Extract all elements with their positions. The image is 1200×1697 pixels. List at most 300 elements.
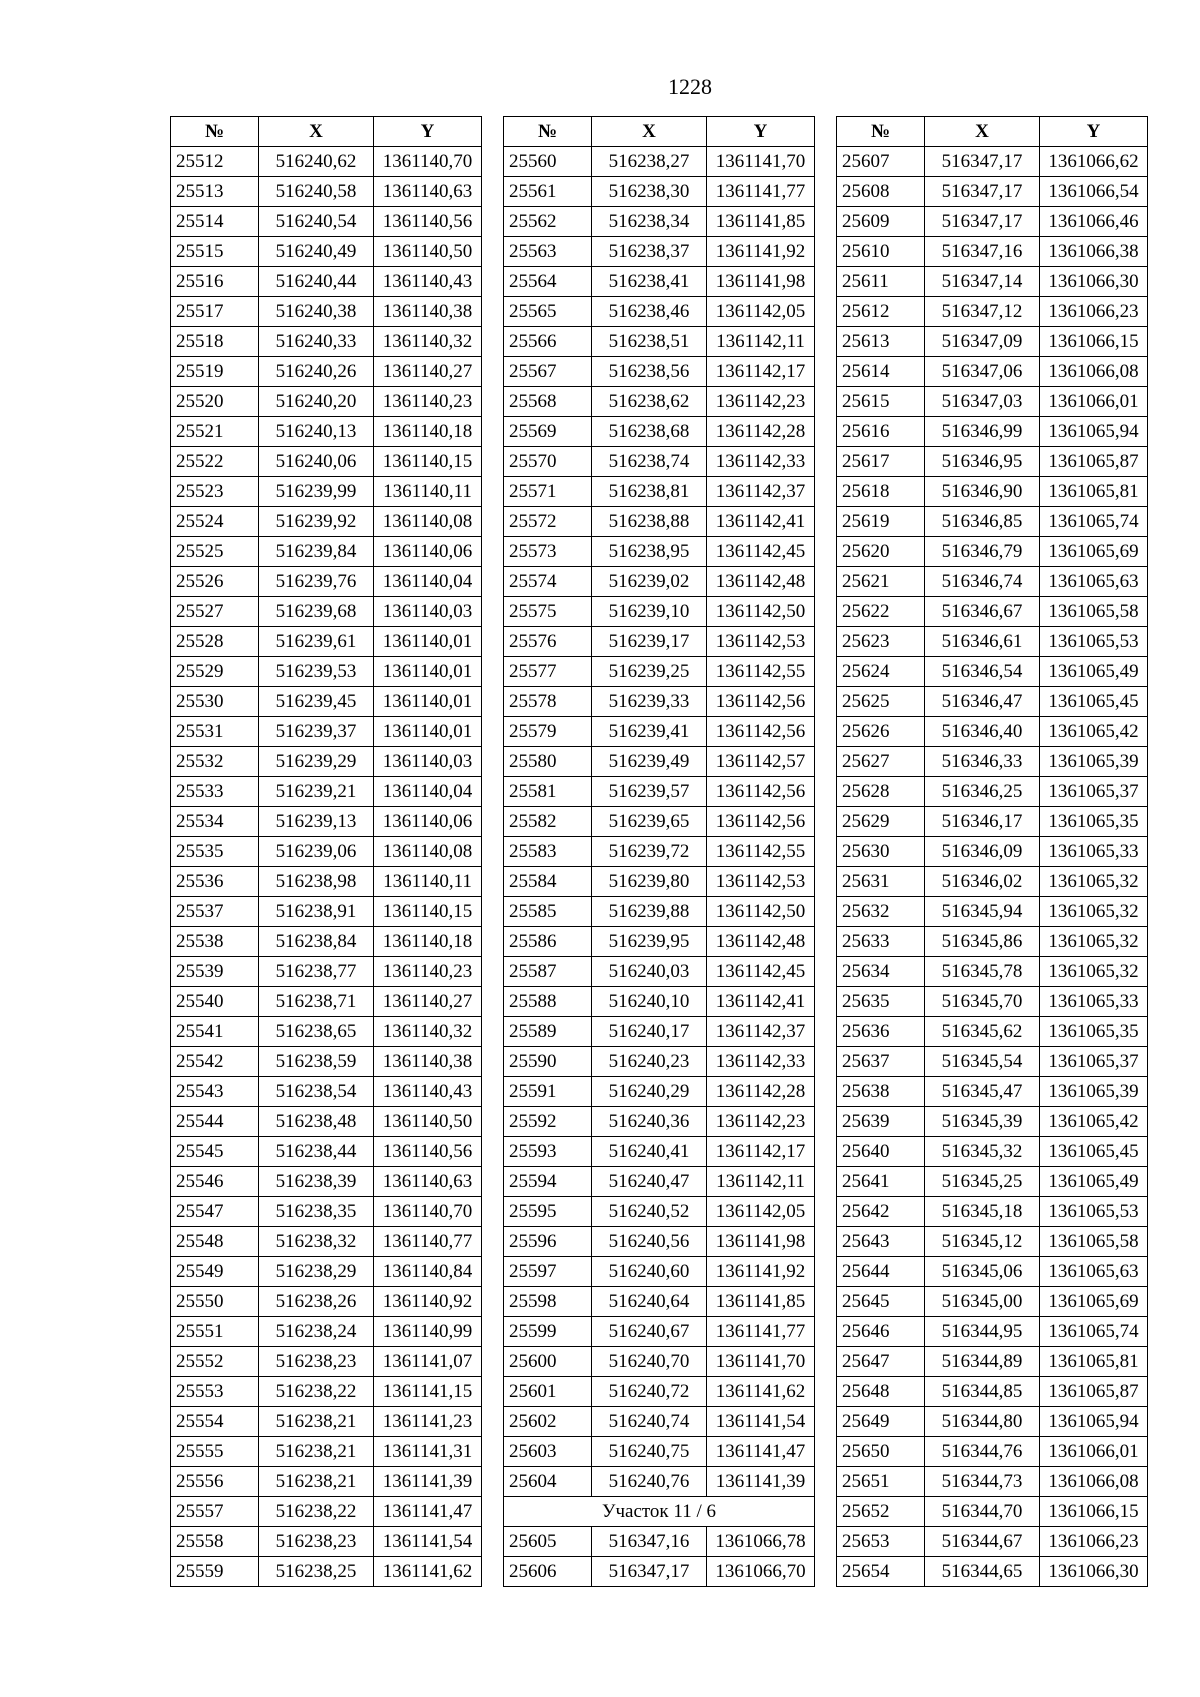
y-coordinate-cell: 1361066,70 <box>707 1557 815 1587</box>
point-number-cell: 25629 <box>837 807 925 837</box>
point-number-cell: 25600 <box>504 1347 592 1377</box>
table-row <box>504 327 815 357</box>
y-coordinate-cell: 1361142,50 <box>707 597 815 627</box>
table-row <box>504 477 815 507</box>
y-coordinate-cell: 1361140,04 <box>374 777 482 807</box>
x-coordinate-cell: 516345,06 <box>925 1257 1040 1287</box>
y-coordinate-cell: 1361141,39 <box>707 1467 815 1497</box>
y-coordinate-cell: 1361065,37 <box>1040 777 1148 807</box>
point-number-cell: 25605 <box>504 1527 592 1557</box>
y-coordinate-cell: 1361065,74 <box>1040 1317 1148 1347</box>
x-coordinate-cell: 516238,51 <box>592 327 707 357</box>
x-coordinate-cell: 516345,78 <box>925 957 1040 987</box>
point-number-cell: 25532 <box>171 747 259 777</box>
point-number-cell: 25526 <box>171 567 259 597</box>
point-number-cell: 25637 <box>837 1047 925 1077</box>
x-coordinate-cell: 516345,25 <box>925 1167 1040 1197</box>
y-coordinate-cell: 1361065,53 <box>1040 1197 1148 1227</box>
table-row <box>837 387 1148 417</box>
y-coordinate-cell: 1361066,01 <box>1040 1437 1148 1467</box>
table-row <box>171 327 482 357</box>
y-coordinate-cell: 1361066,30 <box>1040 1557 1148 1587</box>
y-coordinate-cell: 1361142,57 <box>707 747 815 777</box>
point-number-cell: 25562 <box>504 207 592 237</box>
point-number-cell: 25525 <box>171 537 259 567</box>
point-number-cell: 25589 <box>504 1017 592 1047</box>
x-coordinate-cell: 516344,65 <box>925 1557 1040 1587</box>
point-number-cell: 25544 <box>171 1107 259 1137</box>
table-row <box>837 597 1148 627</box>
section-row <box>504 1497 815 1527</box>
y-coordinate-cell: 1361142,17 <box>707 1137 815 1167</box>
table-row <box>171 267 482 297</box>
table-row <box>504 1557 815 1587</box>
point-number-cell: 25638 <box>837 1077 925 1107</box>
x-coordinate-cell: 516238,74 <box>592 447 707 477</box>
y-coordinate-cell: 1361141,70 <box>707 147 815 177</box>
y-coordinate-cell: 1361141,70 <box>707 1347 815 1377</box>
table-row <box>837 567 1148 597</box>
table-row <box>837 357 1148 387</box>
point-number-cell: 25613 <box>837 327 925 357</box>
table-row <box>837 267 1148 297</box>
table-row <box>504 807 815 837</box>
x-coordinate-cell: 516238,24 <box>259 1317 374 1347</box>
x-coordinate-cell: 516347,12 <box>925 297 1040 327</box>
x-coordinate-cell: 516239,33 <box>592 687 707 717</box>
x-coordinate-cell: 516238,30 <box>592 177 707 207</box>
point-number-cell: 25652 <box>837 1497 925 1527</box>
point-number-cell: 25578 <box>504 687 592 717</box>
table-row <box>171 447 482 477</box>
y-coordinate-cell: 1361142,17 <box>707 357 815 387</box>
x-coordinate-cell: 516347,03 <box>925 387 1040 417</box>
table-row <box>171 717 482 747</box>
y-coordinate-cell: 1361065,53 <box>1040 627 1148 657</box>
y-coordinate-cell: 1361140,11 <box>374 867 482 897</box>
table-row <box>171 867 482 897</box>
table-row <box>171 837 482 867</box>
x-coordinate-cell: 516238,35 <box>259 1197 374 1227</box>
point-number-cell: 25576 <box>504 627 592 657</box>
point-number-cell: 25606 <box>504 1557 592 1587</box>
table-row <box>504 747 815 777</box>
y-coordinate-cell: 1361140,63 <box>374 1167 482 1197</box>
x-coordinate-cell: 516344,73 <box>925 1467 1040 1497</box>
x-coordinate-cell: 516238,22 <box>259 1377 374 1407</box>
table-row <box>837 747 1148 777</box>
table-row <box>837 1317 1148 1347</box>
table-row <box>504 357 815 387</box>
table-row <box>504 267 815 297</box>
table-row <box>837 1197 1148 1227</box>
table-row <box>171 177 482 207</box>
point-number-cell: 25520 <box>171 387 259 417</box>
y-coordinate-cell: 1361142,33 <box>707 447 815 477</box>
y-coordinate-cell: 1361142,56 <box>707 687 815 717</box>
point-number-cell: 25619 <box>837 507 925 537</box>
point-number-cell: 25522 <box>171 447 259 477</box>
y-coordinate-cell: 1361140,43 <box>374 1077 482 1107</box>
x-coordinate-cell: 516344,80 <box>925 1407 1040 1437</box>
point-number-cell: 25607 <box>837 147 925 177</box>
y-coordinate-cell: 1361066,08 <box>1040 1467 1148 1497</box>
table-row <box>837 1017 1148 1047</box>
y-coordinate-cell: 1361141,39 <box>374 1467 482 1497</box>
table-row <box>504 1107 815 1137</box>
y-coordinate-cell: 1361140,01 <box>374 687 482 717</box>
table-row <box>171 387 482 417</box>
x-coordinate-cell: 516238,37 <box>592 237 707 267</box>
table-row <box>171 207 482 237</box>
y-coordinate-cell: 1361140,92 <box>374 1287 482 1317</box>
x-coordinate-cell: 516344,70 <box>925 1497 1040 1527</box>
point-number-cell: 25519 <box>171 357 259 387</box>
x-coordinate-cell: 516240,41 <box>592 1137 707 1167</box>
table-row <box>837 777 1148 807</box>
y-coordinate-cell: 1361142,37 <box>707 1017 815 1047</box>
y-coordinate-cell: 1361141,98 <box>707 267 815 297</box>
table-row <box>171 597 482 627</box>
y-coordinate-cell: 1361142,11 <box>707 327 815 357</box>
table-row <box>504 1017 815 1047</box>
point-number-cell: 25597 <box>504 1257 592 1287</box>
point-number-cell: 25644 <box>837 1257 925 1287</box>
x-coordinate-cell: 516346,61 <box>925 627 1040 657</box>
table-row <box>171 1047 482 1077</box>
table-row <box>837 987 1148 1017</box>
x-coordinate-cell: 516347,16 <box>592 1527 707 1557</box>
x-coordinate-cell: 516238,91 <box>259 897 374 927</box>
y-coordinate-cell: 1361140,63 <box>374 177 482 207</box>
y-coordinate-cell: 1361141,54 <box>707 1407 815 1437</box>
x-coordinate-cell: 516345,32 <box>925 1137 1040 1167</box>
x-coordinate-cell: 516238,32 <box>259 1227 374 1257</box>
table-row <box>837 1527 1148 1557</box>
point-number-cell: 25623 <box>837 627 925 657</box>
y-coordinate-cell: 1361066,15 <box>1040 327 1148 357</box>
point-number-cell: 25518 <box>171 327 259 357</box>
y-coordinate-cell: 1361141,62 <box>707 1377 815 1407</box>
y-coordinate-cell: 1361140,56 <box>374 1137 482 1167</box>
point-number-cell: 25558 <box>171 1527 259 1557</box>
table-row <box>504 1197 815 1227</box>
y-coordinate-cell: 1361142,56 <box>707 777 815 807</box>
point-number-cell: 25627 <box>837 747 925 777</box>
x-coordinate-cell: 516238,46 <box>592 297 707 327</box>
x-coordinate-cell: 516347,17 <box>925 177 1040 207</box>
y-coordinate-cell: 1361140,56 <box>374 207 482 237</box>
y-coordinate-cell: 1361140,18 <box>374 417 482 447</box>
point-number-cell: 25628 <box>837 777 925 807</box>
table-row <box>504 207 815 237</box>
x-coordinate-cell: 516346,85 <box>925 507 1040 537</box>
y-coordinate-cell: 1361142,23 <box>707 387 815 417</box>
y-coordinate-cell: 1361141,85 <box>707 207 815 237</box>
table-row <box>504 417 815 447</box>
table-row <box>171 657 482 687</box>
point-number-cell: 25551 <box>171 1317 259 1347</box>
y-coordinate-cell: 1361065,35 <box>1040 807 1148 837</box>
y-coordinate-cell: 1361142,56 <box>707 717 815 747</box>
table-row <box>504 867 815 897</box>
y-coordinate-cell: 1361140,11 <box>374 477 482 507</box>
x-coordinate-cell: 516238,44 <box>259 1137 374 1167</box>
y-coordinate-cell: 1361065,69 <box>1040 537 1148 567</box>
table-row <box>171 1197 482 1227</box>
table-row <box>171 897 482 927</box>
x-coordinate-cell: 516239,06 <box>259 837 374 867</box>
point-number-cell: 25541 <box>171 1017 259 1047</box>
table-row <box>171 957 482 987</box>
x-coordinate-cell: 516238,34 <box>592 207 707 237</box>
x-coordinate-cell: 516239,13 <box>259 807 374 837</box>
table-row <box>504 837 815 867</box>
y-coordinate-cell: 1361065,49 <box>1040 657 1148 687</box>
y-coordinate-cell: 1361066,54 <box>1040 177 1148 207</box>
x-coordinate-cell: 516238,21 <box>259 1467 374 1497</box>
x-coordinate-cell: 516240,62 <box>259 147 374 177</box>
x-coordinate-cell: 516347,17 <box>925 207 1040 237</box>
table-header-row <box>837 117 1148 147</box>
table-row <box>171 1497 482 1527</box>
x-coordinate-cell: 516240,64 <box>592 1287 707 1317</box>
point-number-cell: 25584 <box>504 867 592 897</box>
x-coordinate-cell: 516240,67 <box>592 1317 707 1347</box>
point-number-cell: 25590 <box>504 1047 592 1077</box>
x-coordinate-cell: 516238,23 <box>259 1347 374 1377</box>
y-coordinate-cell: 1361142,55 <box>707 837 815 867</box>
table-row <box>504 177 815 207</box>
y-coordinate-cell: 1361066,01 <box>1040 387 1148 417</box>
table-row <box>837 177 1148 207</box>
point-number-cell: 25565 <box>504 297 592 327</box>
point-number-cell: 25579 <box>504 717 592 747</box>
y-coordinate-cell: 1361065,42 <box>1040 1107 1148 1137</box>
point-number-cell: 25531 <box>171 717 259 747</box>
header-number: № <box>171 117 259 147</box>
y-coordinate-cell: 1361140,18 <box>374 927 482 957</box>
table-row <box>837 1287 1148 1317</box>
table-row <box>171 927 482 957</box>
x-coordinate-cell: 516240,26 <box>259 357 374 387</box>
table-row <box>504 1437 815 1467</box>
table-header-row <box>171 117 482 147</box>
x-coordinate-cell: 516346,09 <box>925 837 1040 867</box>
y-coordinate-cell: 1361142,53 <box>707 867 815 897</box>
y-coordinate-cell: 1361066,62 <box>1040 147 1148 177</box>
x-coordinate-cell: 516238,23 <box>259 1527 374 1557</box>
point-number-cell: 25555 <box>171 1437 259 1467</box>
point-number-cell: 25596 <box>504 1227 592 1257</box>
y-coordinate-cell: 1361140,70 <box>374 147 482 177</box>
table-row <box>504 597 815 627</box>
point-number-cell: 25641 <box>837 1167 925 1197</box>
x-coordinate-cell: 516344,76 <box>925 1437 1040 1467</box>
y-coordinate-cell: 1361140,32 <box>374 327 482 357</box>
x-coordinate-cell: 516346,47 <box>925 687 1040 717</box>
y-coordinate-cell: 1361141,92 <box>707 1257 815 1287</box>
y-coordinate-cell: 1361065,58 <box>1040 1227 1148 1257</box>
x-coordinate-cell: 516346,67 <box>925 597 1040 627</box>
table-row <box>171 807 482 837</box>
table-row <box>504 1047 815 1077</box>
table-row <box>837 717 1148 747</box>
point-number-cell: 25611 <box>837 267 925 297</box>
point-number-cell: 25636 <box>837 1017 925 1047</box>
x-coordinate-cell: 516239,68 <box>259 597 374 627</box>
y-coordinate-cell: 1361065,87 <box>1040 1377 1148 1407</box>
point-number-cell: 25577 <box>504 657 592 687</box>
table-row <box>837 1137 1148 1167</box>
y-coordinate-cell: 1361142,05 <box>707 297 815 327</box>
x-coordinate-cell: 516345,54 <box>925 1047 1040 1077</box>
y-coordinate-cell: 1361140,38 <box>374 1047 482 1077</box>
x-coordinate-cell: 516239,95 <box>592 927 707 957</box>
x-coordinate-cell: 516240,70 <box>592 1347 707 1377</box>
table-row <box>171 417 482 447</box>
table-row <box>504 1257 815 1287</box>
y-coordinate-cell: 1361140,01 <box>374 627 482 657</box>
point-number-cell: 25601 <box>504 1377 592 1407</box>
y-coordinate-cell: 1361065,32 <box>1040 957 1148 987</box>
point-number-cell: 25608 <box>837 177 925 207</box>
y-coordinate-cell: 1361065,63 <box>1040 1257 1148 1287</box>
y-coordinate-cell: 1361141,85 <box>707 1287 815 1317</box>
y-coordinate-cell: 1361140,27 <box>374 987 482 1017</box>
y-coordinate-cell: 1361065,94 <box>1040 417 1148 447</box>
table-row <box>171 147 482 177</box>
point-number-cell: 25533 <box>171 777 259 807</box>
coordinate-table-1 <box>170 116 482 1587</box>
point-number-cell: 25516 <box>171 267 259 297</box>
point-number-cell: 25552 <box>171 1347 259 1377</box>
header-x: X <box>925 117 1040 147</box>
y-coordinate-cell: 1361065,81 <box>1040 477 1148 507</box>
point-number-cell: 25610 <box>837 237 925 267</box>
y-coordinate-cell: 1361142,45 <box>707 957 815 987</box>
y-coordinate-cell: 1361065,94 <box>1040 1407 1148 1437</box>
table-row <box>837 1107 1148 1137</box>
table-row <box>171 1077 482 1107</box>
x-coordinate-cell: 516239,76 <box>259 567 374 597</box>
point-number-cell: 25599 <box>504 1317 592 1347</box>
y-coordinate-cell: 1361141,77 <box>707 177 815 207</box>
x-coordinate-cell: 516344,89 <box>925 1347 1040 1377</box>
table-row <box>504 387 815 417</box>
x-coordinate-cell: 516240,49 <box>259 237 374 267</box>
table-row <box>504 1407 815 1437</box>
table-row <box>837 1047 1148 1077</box>
table-row <box>171 1407 482 1437</box>
point-number-cell: 25581 <box>504 777 592 807</box>
y-coordinate-cell: 1361142,56 <box>707 807 815 837</box>
coordinate-table-2 <box>503 116 815 1587</box>
table-row <box>837 1467 1148 1497</box>
y-coordinate-cell: 1361142,28 <box>707 1077 815 1107</box>
table-row <box>504 297 815 327</box>
y-coordinate-cell: 1361065,39 <box>1040 1077 1148 1107</box>
y-coordinate-cell: 1361065,63 <box>1040 567 1148 597</box>
y-coordinate-cell: 1361142,50 <box>707 897 815 927</box>
x-coordinate-cell: 516345,39 <box>925 1107 1040 1137</box>
table-row <box>171 1167 482 1197</box>
x-coordinate-cell: 516347,14 <box>925 267 1040 297</box>
point-number-cell: 25515 <box>171 237 259 267</box>
x-coordinate-cell: 516239,21 <box>259 777 374 807</box>
point-number-cell: 25650 <box>837 1437 925 1467</box>
point-number-cell: 25554 <box>171 1407 259 1437</box>
table-row <box>837 1257 1148 1287</box>
table-row <box>837 1497 1148 1527</box>
x-coordinate-cell: 516346,02 <box>925 867 1040 897</box>
table-row <box>504 657 815 687</box>
point-number-cell: 25571 <box>504 477 592 507</box>
table-row <box>837 957 1148 987</box>
point-number-cell: 25547 <box>171 1197 259 1227</box>
y-coordinate-cell: 1361140,01 <box>374 657 482 687</box>
y-coordinate-cell: 1361140,15 <box>374 897 482 927</box>
point-number-cell: 25633 <box>837 927 925 957</box>
table-row <box>504 687 815 717</box>
x-coordinate-cell: 516238,56 <box>592 357 707 387</box>
point-number-cell: 25587 <box>504 957 592 987</box>
x-coordinate-cell: 516238,25 <box>259 1557 374 1587</box>
table-row <box>837 507 1148 537</box>
table-row <box>504 1287 815 1317</box>
y-coordinate-cell: 1361140,23 <box>374 387 482 417</box>
table-row <box>504 987 815 1017</box>
table-row <box>171 1287 482 1317</box>
table-row <box>504 777 815 807</box>
x-coordinate-cell: 516345,00 <box>925 1287 1040 1317</box>
x-coordinate-cell: 516240,38 <box>259 297 374 327</box>
table-row <box>837 237 1148 267</box>
y-coordinate-cell: 1361142,53 <box>707 627 815 657</box>
point-number-cell: 25574 <box>504 567 592 597</box>
point-number-cell: 25626 <box>837 717 925 747</box>
x-coordinate-cell: 516240,33 <box>259 327 374 357</box>
y-coordinate-cell: 1361140,70 <box>374 1197 482 1227</box>
point-number-cell: 25649 <box>837 1407 925 1437</box>
table-row <box>504 1077 815 1107</box>
x-coordinate-cell: 516347,17 <box>925 147 1040 177</box>
x-coordinate-cell: 516238,21 <box>259 1407 374 1437</box>
table-row <box>504 627 815 657</box>
x-coordinate-cell: 516240,72 <box>592 1377 707 1407</box>
table-row <box>171 1257 482 1287</box>
table-row <box>837 1347 1148 1377</box>
y-coordinate-cell: 1361140,99 <box>374 1317 482 1347</box>
table-row <box>837 687 1148 717</box>
point-number-cell: 25580 <box>504 747 592 777</box>
y-coordinate-cell: 1361065,45 <box>1040 687 1148 717</box>
x-coordinate-cell: 516347,16 <box>925 237 1040 267</box>
header-number: № <box>504 117 592 147</box>
point-number-cell: 25582 <box>504 807 592 837</box>
table-row <box>504 537 815 567</box>
x-coordinate-cell: 516239,65 <box>592 807 707 837</box>
y-coordinate-cell: 1361140,43 <box>374 267 482 297</box>
x-coordinate-cell: 516240,47 <box>592 1167 707 1197</box>
y-coordinate-cell: 1361066,46 <box>1040 207 1148 237</box>
table-row <box>171 1437 482 1467</box>
point-number-cell: 25624 <box>837 657 925 687</box>
x-coordinate-cell: 516239,10 <box>592 597 707 627</box>
y-coordinate-cell: 1361142,28 <box>707 417 815 447</box>
point-number-cell: 25545 <box>171 1137 259 1167</box>
x-coordinate-cell: 516346,90 <box>925 477 1040 507</box>
